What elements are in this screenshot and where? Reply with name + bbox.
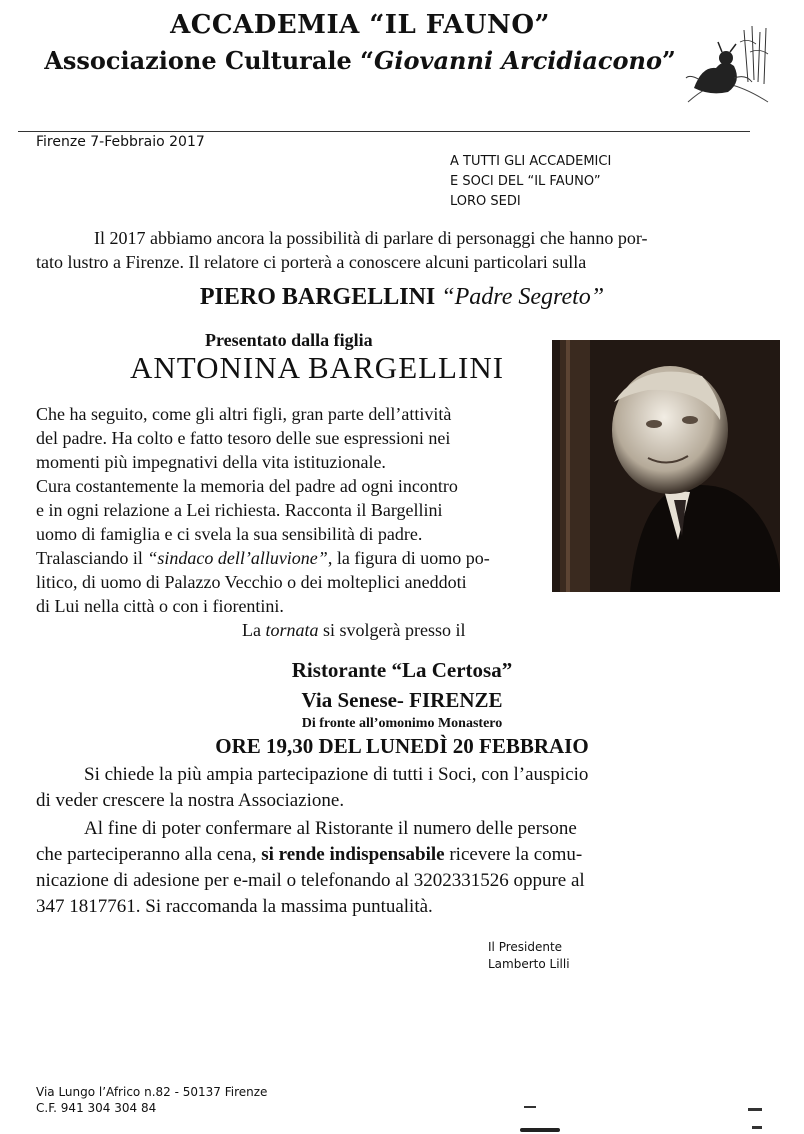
speaker-bio: Che ha seguito, come gli altri figli, gran parte dell’attività del padre. Ha colto e fatto tesoro delle sue espressioni nei momenti più impegnativi della vita istituzionale. Cura costantemente la memoria del padre ad ogni incontro e in ogni relazione a Lei richiesta. Racconta il Bargellini uomo di famiglia e ci svela la sua sensibilità di padre. Tralasciando il “sindaco dell’alluvione”, la figura di uomo po- litico, di uomo di Palazzo Vecchio o dei molteplici aneddoti di Lui nella città o con i fiorentini. <box>36 404 490 616</box>
scan-mark <box>752 1126 762 1129</box>
scan-mark <box>748 1108 762 1111</box>
association-name: Associazione Culturale “Giovanni Arcidiacono” <box>44 46 676 75</box>
confirmation-paragraph: Al fine di poter confermare al Ristorante il numero delle persone che parteciperanno alla cena, si rende indispensabile ricevere la comu- nicazione di adesione per e-mail o telefonando al 3202331526 oppure al 347 1817761. Si raccomanda la massima puntualità. <box>36 818 585 917</box>
portrait-photo <box>552 340 780 592</box>
venue-note: Di fronte all’omonimo Monastero <box>301 716 503 731</box>
venue-address: Via Senese- FIRENZE <box>301 688 503 712</box>
speaker-name: ANTONINA BARGELLINI <box>130 350 505 385</box>
event-time: ORE 19,30 DEL LUNEDÌ 20 FEBBRAIO <box>215 734 589 758</box>
appeal-paragraph: Si chiede la più ampia partecipazione di tutti i Soci, con l’auspicio di veder crescere la nostra Associazione. <box>36 764 589 811</box>
faun-logo-icon <box>680 22 772 108</box>
header-divider <box>18 131 750 132</box>
addressee-block: A TUTTI GLI ACCADEMICI E SOCI DEL “IL FAUNO” LORO SEDI <box>450 154 612 209</box>
footer-tax-code: C.F. 941 304 304 84 <box>36 1101 157 1115</box>
signature-name: Lamberto Lilli <box>488 957 570 971</box>
academy-name: ACCADEMIA “IL FAUNO” <box>170 10 550 40</box>
presented-by: Presentato dalla figlia <box>205 330 373 350</box>
intro-paragraph: Il 2017 abbiamo ancora la possibilità di parlare di personaggi che hanno por- tato lustro a Firenze. Il relatore ci porterà a conoscere alcuni particolari sulla <box>36 228 648 272</box>
footer-address: Via Lungo l’Africo n.82 - 50137 Firenze <box>36 1085 268 1099</box>
venue-intro: La tornata si svolgerà presso il <box>242 620 466 640</box>
scan-mark <box>524 1106 536 1108</box>
signature-title: Il Presidente <box>488 940 563 954</box>
letter-date: Firenze 7-Febbraio 2017 <box>36 134 205 150</box>
scan-mark <box>520 1128 560 1132</box>
venue-name: Ristorante “La Certosa” <box>291 658 513 682</box>
event-title: PIERO BARGELLINI “Padre Segreto” <box>199 284 605 310</box>
